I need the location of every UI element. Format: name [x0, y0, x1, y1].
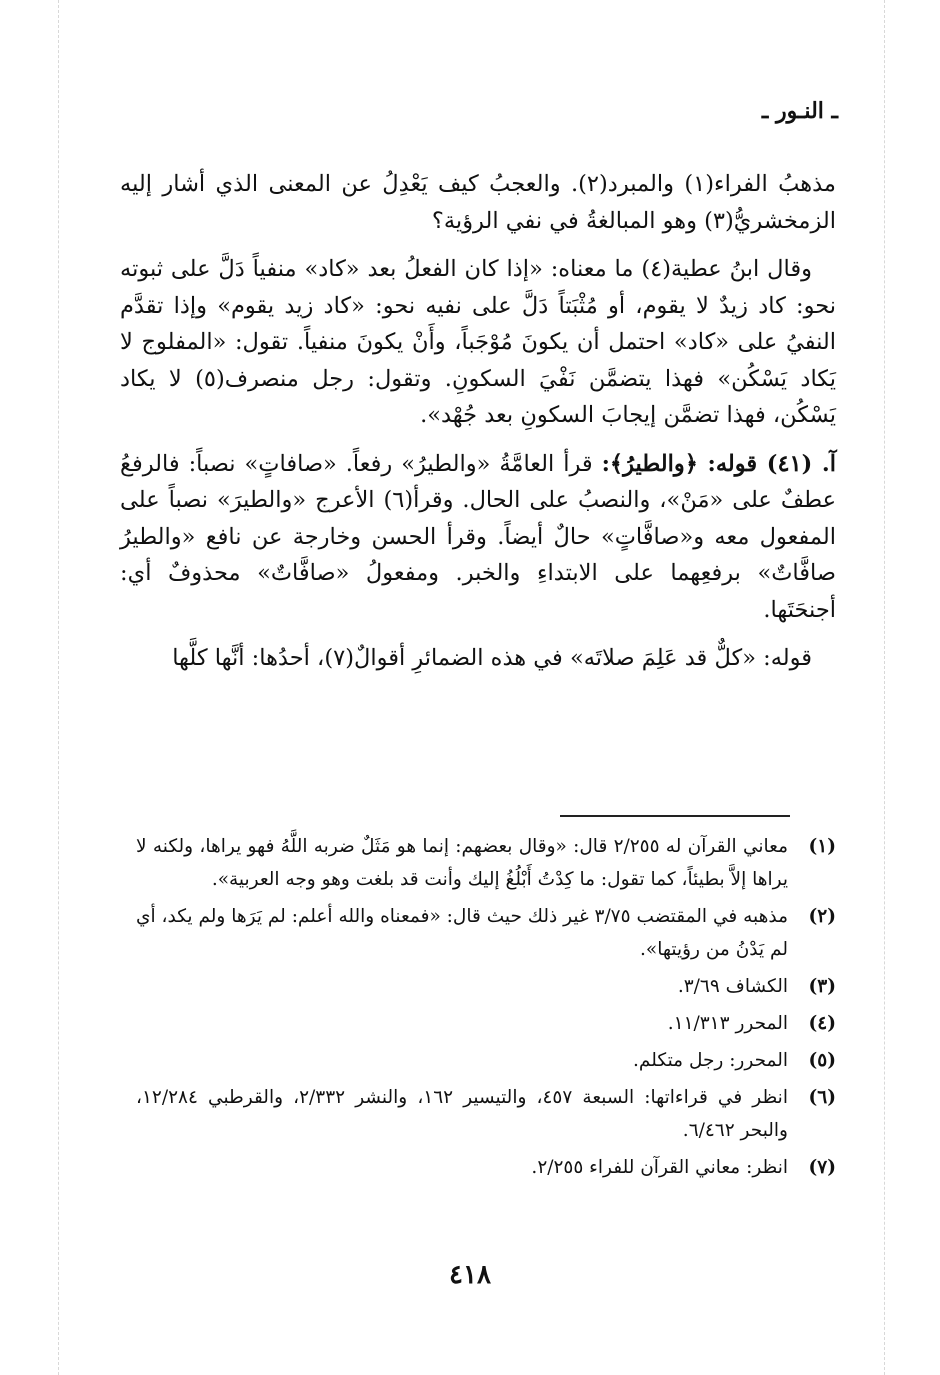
footnote [136, 1007, 836, 1040]
page-guide-line [884, 0, 885, 1375]
main-text [120, 166, 836, 689]
paragraph-4: قوله: «كلٌّ قد عَلِمَ صلاتَه» في هذه الضمائرِ أقوالٌ(٧)، أحدُها: أنَّها كلَّها [172, 645, 812, 671]
verse-heading: آ. (٤١) قوله: ﴿والطيرُ﴾: [601, 450, 836, 477]
footnote-text: انظر في قراءاتها: السبعة ٤٥٧، والتيسير ١٦٢، والنشر ٢/٣٣٢، والقرطبي ١٢/٢٨٤، والبحر ٦/٤٦٢. [136, 1087, 788, 1141]
page-number: ٤١٨ [449, 1260, 491, 1290]
footnotes [136, 830, 836, 1188]
paragraph-3 [120, 446, 836, 629]
paragraph-2: وقال ابنُ عطية(٤) ما معناه: «إذا كان الفعلُ بعد «كاد» منفياً دَلَّ على ثبوته نحو: كاد زيدٌ لا يقوم، أو مُثْبَتاً دَلَّ على نفيه نحو: «كاد زيد يقوم» وإذا تقدَّم النفيُ على «كاد» احتمل أن يكونَ مُوْجَباً، وأَنْ يكونَ منفياً. تقول: «المفلوج لا يَكاد يَسْكُن» فهذا يتضمَّن نَفْيَ السكونِ. وتقول: رجل منصرف(٥) لا يكاد يَسْكُن، فهذا تضمَّن إيجابَ السكونِ بعد جُهْد». [120, 256, 836, 428]
footnote-text: المحرر ١١/٣١٣. [667, 1013, 788, 1034]
footnote-number: (٤) [808, 1013, 836, 1034]
paragraph-1: مذهبُ الفراء(١) والمبرد(٢). والعجبُ كيف يَعْدِلُ عن المعنى الذي أشار إليه الزمخشريُّ(٣) وهو المبالغةُ في نفي الرؤية؟ [120, 171, 836, 234]
footnote-number: (١) [808, 836, 836, 857]
footnote-number: (٥) [808, 1050, 836, 1071]
footnote [136, 1081, 836, 1147]
running-title: ـ النـور ـ [761, 98, 838, 124]
footnote-text: الكشاف ٣/٦٩. [677, 976, 788, 997]
footnote [136, 900, 836, 966]
footnote-number: (٦) [808, 1087, 836, 1108]
footnote-number: (٢) [808, 906, 836, 927]
footnote-number: (٧) [808, 1157, 836, 1178]
footnote-number: (٣) [808, 976, 836, 997]
footnote [136, 970, 836, 1003]
page-guide-line [58, 0, 59, 1375]
footnote-text: انظر: معاني القرآن للفراء ٢/٢٥٥. [531, 1157, 788, 1178]
footnote-separator [560, 815, 790, 817]
footnote-text: مذهبه في المقتضب ٣/٧٥ غير ذلك حيث قال: «فمعناه والله أعلم: لم يَرَها ولم يكد، أي لم يَدْنُ من رؤيتها». [136, 906, 788, 960]
paragraph-3-text: قرأ العامَّةُ «والطيرُ» رفعاً. «صافاتٍ» نصباً: فالرفعُ عطفٌ على «مَنْ»، والنصبُ على الحال. وقرأ(٦) الأعرج «والطيرَ» نصباً على المفعول معه و«صافَّاتٍ» حالٌ أيضاً. وقرأ الحسن وخارجة عن نافع «والطيرُ صافَّاتٌ» برفعِهما على الابتداءِ والخبر. ومفعولُ «صافَّاتٌ» محذوفٌ أي: أجنحَتَها. [120, 450, 836, 623]
footnote [136, 1151, 836, 1184]
footnote-text: المحرر: رجل متكلم. [633, 1050, 788, 1071]
footnote [136, 830, 836, 896]
footnote-text: معاني القرآن له ٢/٢٥٥ قال: «وقال بعضهم: إنما هو مَثَلٌ ضربه اللَّهُ فهو يراها، ولكنه لا يراها إلاَّ بطيئاً، كما تقول: ما كِدْتُ أَبْلُغُ إليك وأنت قد بلغت وهو وجه العربية». [136, 836, 789, 890]
footnote [136, 1044, 836, 1077]
